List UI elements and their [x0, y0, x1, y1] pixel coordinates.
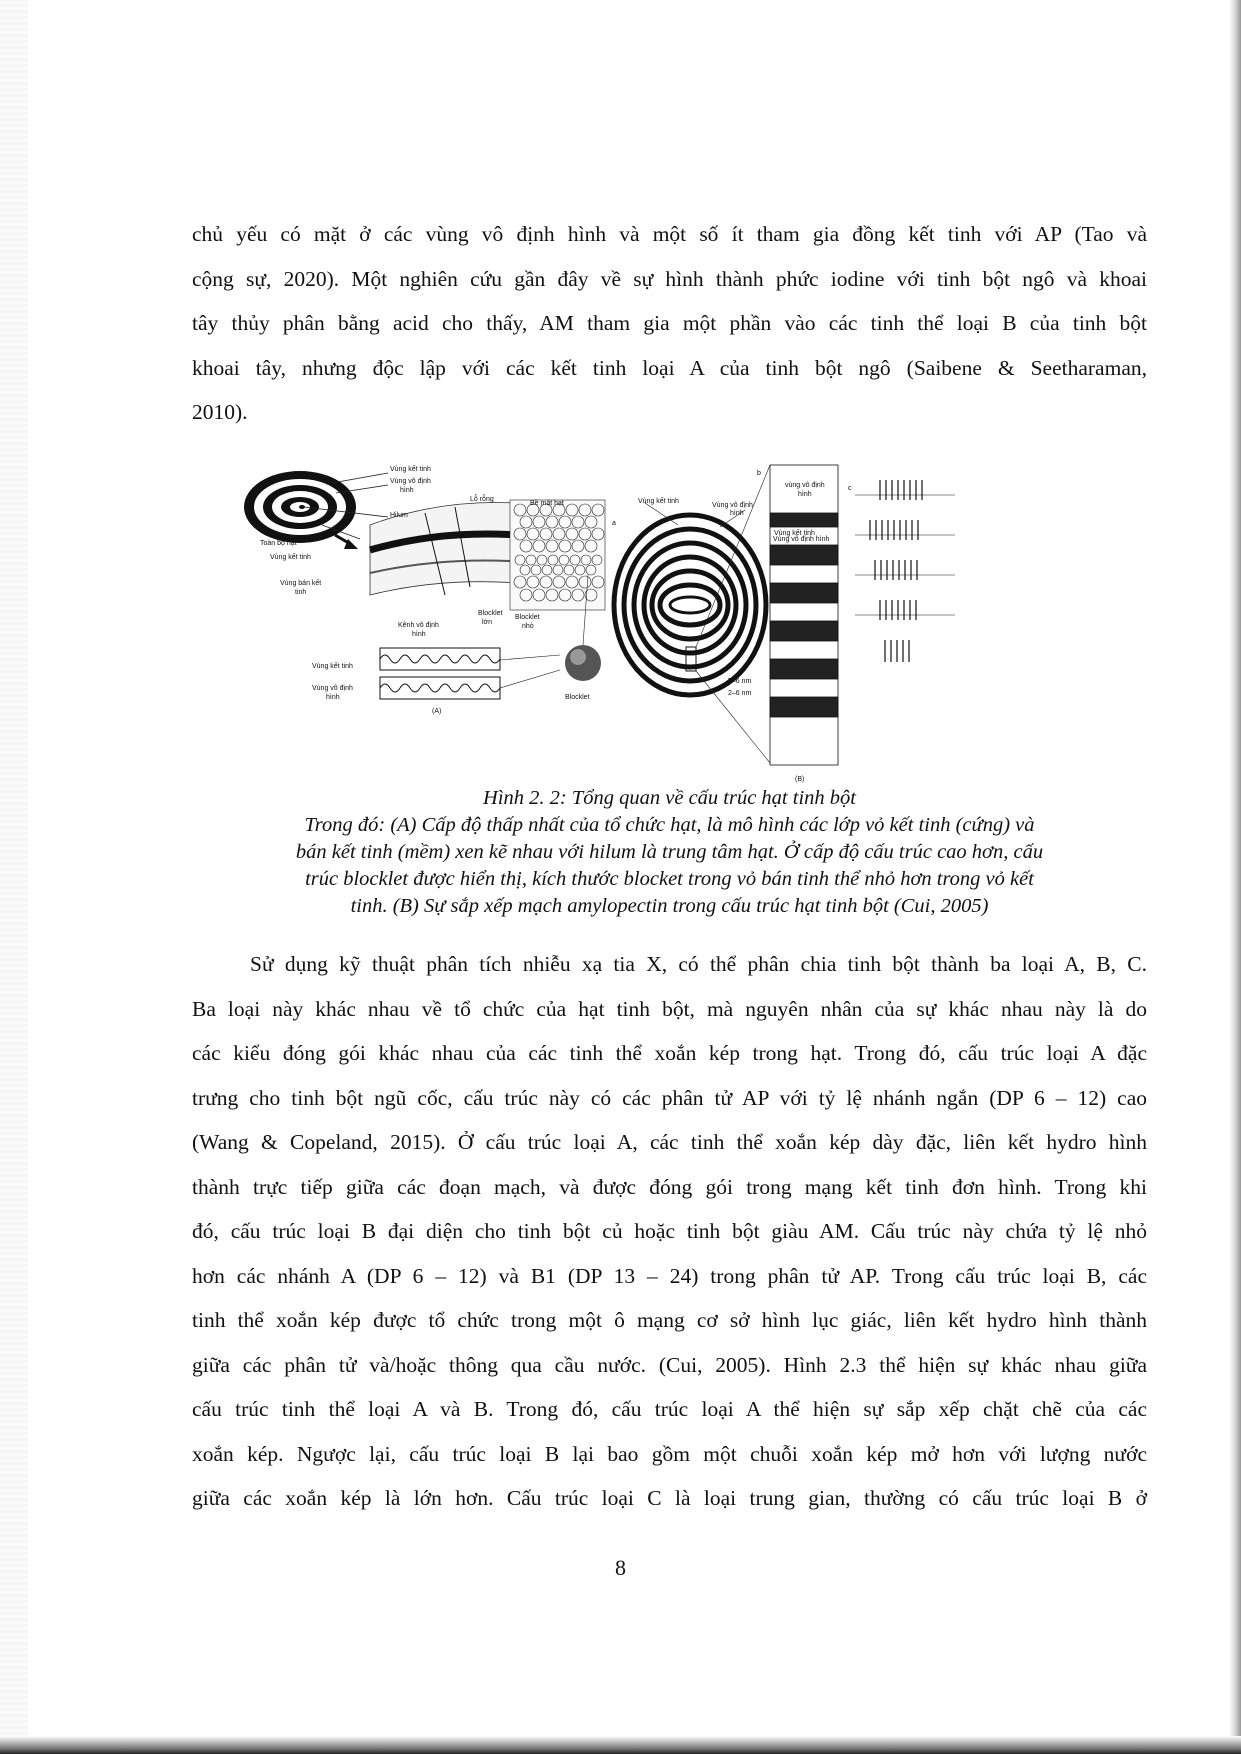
label-a-channel-2: hình: [412, 631, 426, 638]
label-a-hilum: Hilum: [390, 512, 408, 519]
amylopectin-chains: [855, 480, 955, 662]
figure-caption-title: Hình 2. 2: Tổng quan về cấu trúc hạt tinh bột: [483, 787, 856, 809]
text-line: tây thủy phân bằng acid cho thấy, AM tham gia một phần vào các tinh thể loại B của tinh bột: [192, 311, 1147, 335]
text-line: giữa các phân tử và/hoặc thông qua cầu nước. (Cui, 2005). Hình 2.3 thể hiện sự khác nhau giữa: [192, 1352, 1147, 1377]
text-line: cấu trúc tinh thể loại A và B. Trong đó, cấu trúc loại A thể hiện sự sắp xếp chặt chẽ của các: [192, 1397, 1147, 1421]
caption-line: Trong đó: (A) Cấp độ thấp nhất của tổ chức hạt, là mô hình các lớp vỏ kết tinh (cứng) và: [304, 814, 1035, 836]
text-line: trưng cho tinh bột ngũ cốc, cấu trúc này có các phân tử AP với tỷ lệ nhánh ngắn (DP 6 – 12) cao: [192, 1085, 1147, 1110]
label-b-crystal-band: Vùng kết tinh: [774, 530, 815, 537]
label-b-size-2: 2–6 nm: [728, 690, 752, 697]
caption-line: tinh. (B) Sự sắp xếp mạch amylopectin trong cấu trúc hạt tinh bột (Cui, 2005): [350, 895, 989, 917]
text-line: (Wang & Copeland, 2015). Ở cấu trúc loại A, các tinh thể xoắn kép dày đặc, liên kết hydro hình: [192, 1130, 1147, 1154]
label-b-letter-b: b: [757, 470, 761, 477]
band-column: [770, 465, 838, 765]
label-b-amorphous-top: vùng vô định: [785, 482, 825, 489]
starch-granule-figure: [240, 455, 1080, 785]
text-line: chủ yếu có mặt ở các vùng vô định hình và một số ít tham gia đồng kết tinh với AP (Tao và: [192, 222, 1147, 246]
label-a-semicrystalline-2: tinh: [295, 589, 307, 596]
blocklet-stack: [510, 500, 605, 610]
label-b-letter-c: c: [848, 485, 852, 492]
caption-line: trúc blocklet được hiển thị, kích thước blocket trong vỏ bán tinh thể nhỏ hơn trong vỏ kết: [305, 868, 1034, 890]
text-line: hơn các nhánh A (DP 6 – 12) và B1 (DP 13 – 24) trong phân tử AP. Trong cấu trúc loại B, các: [192, 1263, 1147, 1288]
label-panel-a: (A): [432, 708, 442, 715]
label-b-amorphous-band: Vùng vô định hình: [773, 536, 830, 543]
label-a-large-blocklet: Blocklet: [478, 610, 503, 617]
text-line: các kiểu đóng gói khác nhau của các tinh thể xoắn kép trong hạt. Trong đó, cấu trúc loại A đặc: [192, 1041, 1147, 1065]
text-line: giữa các xoắn kép là lớn hơn. Cấu trúc loại C là loại trung gian, thường có cấu trúc loại B ở: [192, 1486, 1147, 1510]
label-a-semicrystalline: Vùng bán kết: [280, 580, 322, 587]
label-b-amorphous-top-2: hình: [798, 491, 812, 498]
text-line: tinh thể xoắn kép được tổ chức trong một ô mạng cơ sở hình lục giác, liên kết hydro hình thành: [192, 1308, 1147, 1332]
label-a-crystalline-2: Vùng kết tinh: [270, 554, 311, 561]
text-line: xoắn kép. Ngược lại, cấu trúc loại B lại bao gồm một chuỗi xoắn kép mở hơn với lượng nước: [192, 1441, 1147, 1466]
paragraph-main: [192, 942, 1147, 1521]
label-a-amorphous-4: hình: [326, 694, 340, 701]
oval-rings: [614, 515, 766, 695]
label-a-whole-granule: Toàn bộ hạt: [260, 540, 297, 547]
text-line: cộng sự, 2020). Một nghiên cứu gần đây về sự hình thành phức iodine với tinh bột ngô và khoai: [192, 266, 1147, 291]
text-line: khoai tây, nhưng độc lập với các kết tinh loại A của tinh bột ngô (Saibene & Seetharaman,: [192, 355, 1147, 380]
label-a-surface: Bề mặt hạt: [530, 500, 564, 507]
label-a-channel: Kênh vô định: [398, 622, 439, 629]
label-b-amorphous: Vùng vô định: [712, 502, 753, 509]
label-a-crystalline-3: Vùng kết tinh: [312, 663, 353, 670]
label-b-letter-a: a: [612, 520, 616, 527]
label-b-crystalline: Vùng kết tinh: [638, 498, 679, 505]
label-a-small-blocklet: Blocklet: [515, 614, 540, 621]
label-b-amorphous-2: hình: [730, 510, 744, 517]
label-a-pore: Lỗ rỗng: [470, 496, 494, 503]
label-panel-b: (B): [795, 776, 805, 783]
label-a-amorphous-3: Vùng vô định: [312, 685, 353, 692]
scan-shadow-bottom: [0, 1736, 1241, 1754]
page-number: 8: [615, 1555, 626, 1580]
label-a-amorphous-2: hình: [400, 487, 414, 494]
scan-shadow-left: [0, 0, 28, 1754]
scan-shadow-right: [1229, 0, 1241, 1754]
label-a-blocklet: Blocklet: [565, 694, 590, 701]
label-a-large-blocklet-2: lớn: [482, 619, 493, 626]
label-a-crystalline: Vùng kết tinh: [390, 466, 431, 473]
text-line: 2010).: [192, 400, 248, 424]
caption-line: bán kết tinh (mềm) xen kẽ nhau với hilum là trung tâm hạt. Ở cấp độ cấu trúc cao hơn, cấu: [295, 841, 1044, 863]
text-line: Ba loại này khác nhau về tổ chức của hạt tinh bột, mà nguyên nhân của sự khác nhau này là do: [192, 996, 1147, 1021]
label-b-size-1: 5–6 nm: [728, 678, 752, 685]
text-line: đó, cấu trúc loại B đại diện cho tinh bột củ hoặc tinh bột giàu AM. Cấu trúc này chứa tỷ lệ nhỏ: [192, 1219, 1147, 1243]
text-line: Sử dụng kỹ thuật phân tích nhiễu xạ tia X, có thể phân chia tinh bột thành ba loại A, B, C.: [250, 952, 1147, 976]
paragraph-top: [192, 212, 1147, 435]
label-a-small-blocklet-2: nhỏ: [522, 623, 534, 630]
helix-layers: [380, 648, 560, 699]
label-a-amorphous: Vùng vô định: [390, 478, 431, 485]
figure-caption: [192, 812, 1147, 920]
text-line: thành trực tiếp giữa các đoạn mạch, và được đóng gói trong mạng kết tinh đơn hình. Trong khi: [192, 1174, 1147, 1199]
